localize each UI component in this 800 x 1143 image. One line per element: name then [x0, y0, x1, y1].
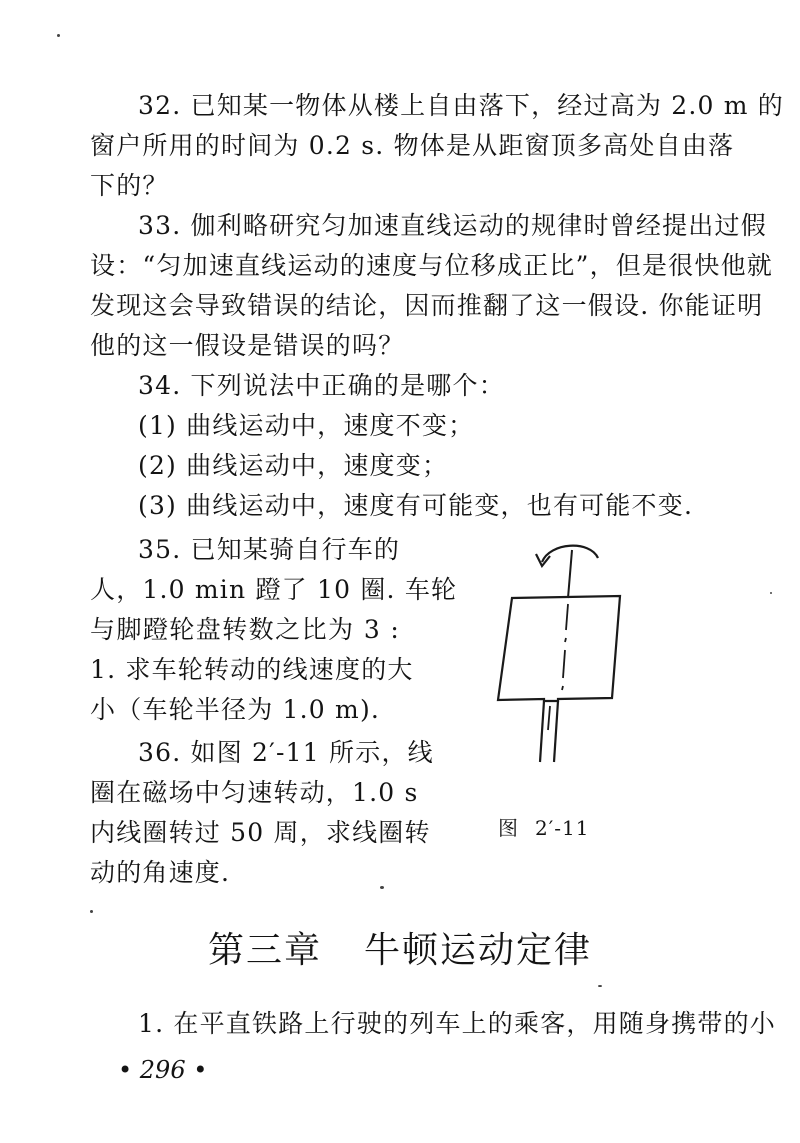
problem-35-line-4: 1. 求车轮转动的线速度的大	[90, 655, 414, 684]
problem-32-line-3: 下的？	[90, 171, 169, 200]
coil-outline	[498, 596, 620, 701]
chapter-number: 第三章	[207, 930, 322, 971]
problem-33-line-1: 33. 伽利略研究匀加速直线运动的规律时曾经提出过假	[138, 211, 767, 240]
problem-36-line-4: 动的角速度.	[90, 858, 231, 887]
rotation-arrow-icon	[542, 546, 598, 562]
figure-caption-prefix: 图	[498, 816, 519, 840]
problem-32-line-2: 窗户所用的时间为 0.2 s. 物体是从距窗顶多高处自由落	[90, 131, 735, 160]
problem-34-option-3: (3) 曲线运动中，速度有可能变，也有可能不变.	[138, 491, 694, 520]
scan-speck	[598, 985, 602, 987]
chapter-heading	[0, 922, 800, 973]
problem-34-line-1: 34. 下列说法中正确的是哪个：	[138, 371, 505, 400]
problem-34-option-2: (2) 曲线运动中，速度变；	[138, 451, 449, 480]
figure-caption	[498, 812, 589, 841]
scan-speck	[380, 886, 384, 889]
problem-33-line-2: 设：“匀加速直线运动的速度与位移成正比”，但是很快他就	[90, 251, 773, 280]
problem-36-line-1: 36. 如图 2′-11 所示，线	[138, 738, 434, 767]
scan-speck	[90, 910, 93, 913]
problem-35-line-3: 与脚蹬轮盘转数之比为 3 :	[90, 615, 400, 644]
figure-caption-number: 2′-11	[535, 816, 590, 840]
problem-33-line-4: 他的这一假设是错误的吗？	[90, 331, 405, 360]
problem-34-option-1: (1) 曲线运动中，速度不变；	[138, 411, 475, 440]
chapter-title: 牛顿运动定律	[364, 930, 593, 971]
chapter-problem-1-line-1: 1. 在平直铁路上行驶的列车上的乘客，用随身携带的小	[138, 1009, 777, 1038]
scan-speck	[57, 34, 60, 37]
problem-35-line-2: 人，1.0 min 蹬了 10 圈. 车轮	[90, 575, 458, 604]
scan-speck	[770, 592, 772, 594]
figure-coil-diagram	[480, 530, 640, 860]
problem-36-line-2: 圈在磁场中匀速转动，1.0 s	[90, 778, 419, 807]
problem-35-line-1: 35. 已知某骑自行车的	[138, 535, 401, 564]
problem-33-line-3: 发现这会导致错误的结论，因而推翻了这一假设. 你能证明	[90, 291, 764, 320]
problem-32-line-1: 32. 已知某一物体从楼上自由落下，经过高为 2.0 m 的	[138, 91, 785, 120]
page-number: • 296 •	[118, 1056, 208, 1084]
problem-36-line-3: 内线圈转过 50 周，求线圈转	[90, 818, 431, 847]
problem-35-line-5: 小（车轮半径为 1.0 m).	[90, 695, 381, 724]
